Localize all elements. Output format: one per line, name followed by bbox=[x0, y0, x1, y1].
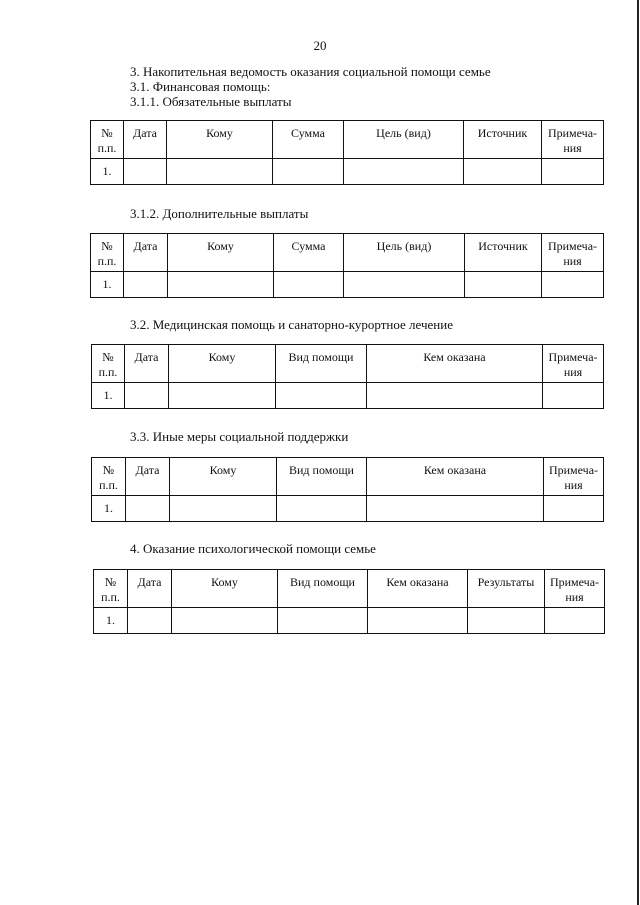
table-row bbox=[94, 608, 605, 634]
table-mandatory-payments bbox=[90, 120, 604, 185]
section-heading-4: 4. Оказание психологической помощи семье bbox=[130, 541, 376, 556]
column-header: № п.п. bbox=[92, 345, 125, 383]
section-heading-3-3: 3.3. Иные меры социальной поддержки bbox=[130, 429, 349, 444]
column-header: Вид помощи bbox=[276, 345, 367, 383]
column-header: Примеча- ния bbox=[544, 458, 604, 496]
page-number: 20 bbox=[313, 38, 327, 53]
column-header: Кому bbox=[168, 234, 274, 272]
column-header: № п.п. bbox=[91, 121, 124, 159]
blank-entry-cell bbox=[344, 159, 464, 185]
column-header: Кому bbox=[170, 458, 277, 496]
blank-entry-cell bbox=[124, 272, 168, 298]
table-medical-assistance bbox=[91, 344, 604, 409]
table-header-row bbox=[91, 121, 604, 159]
scan-edge-line bbox=[637, 0, 639, 905]
blank-entry-cell bbox=[124, 159, 167, 185]
column-header: № п.п. bbox=[94, 570, 128, 608]
table-psychological-help bbox=[93, 569, 605, 634]
column-header: Кому bbox=[172, 570, 278, 608]
column-header: № п.п. bbox=[91, 234, 124, 272]
column-header: Примеча- ния bbox=[545, 570, 605, 608]
blank-entry-cell bbox=[128, 608, 172, 634]
column-header: Цель (вид) bbox=[344, 121, 464, 159]
blank-entry-cell bbox=[368, 608, 468, 634]
blank-entry-cell bbox=[168, 272, 274, 298]
table-header-row bbox=[91, 234, 604, 272]
blank-entry-cell bbox=[274, 272, 344, 298]
column-header: Кем оказана bbox=[368, 570, 468, 608]
row-number-cell: 1. bbox=[91, 272, 124, 298]
table-additional-payments bbox=[90, 233, 604, 298]
blank-entry-cell bbox=[367, 496, 544, 522]
section-heading-3-1: 3.1. Финансовая помощь: bbox=[130, 79, 271, 94]
blank-entry-cell bbox=[544, 496, 604, 522]
row-number-cell: 1. bbox=[92, 383, 125, 409]
row-number-cell: 1. bbox=[91, 159, 124, 185]
table-header-row bbox=[92, 345, 604, 383]
blank-entry-cell bbox=[170, 496, 277, 522]
blank-entry-cell bbox=[542, 159, 604, 185]
column-header: Примеча- ния bbox=[543, 345, 604, 383]
column-header: Результаты bbox=[468, 570, 545, 608]
column-header: Дата bbox=[128, 570, 172, 608]
table-other-support bbox=[91, 457, 604, 522]
blank-entry-cell bbox=[169, 383, 276, 409]
blank-entry-cell bbox=[276, 383, 367, 409]
column-header: Сумма bbox=[273, 121, 344, 159]
blank-entry-cell bbox=[543, 383, 604, 409]
column-header: Кому bbox=[167, 121, 273, 159]
blank-entry-cell bbox=[273, 159, 344, 185]
table-header-row bbox=[94, 570, 605, 608]
section-heading-3: 3. Накопительная ведомость оказания социальной помощи семье bbox=[130, 64, 491, 79]
column-header: Цель (вид) bbox=[344, 234, 465, 272]
column-header: Примеча- ния bbox=[542, 121, 604, 159]
blank-entry-cell bbox=[465, 272, 542, 298]
column-header: Вид помощи bbox=[278, 570, 368, 608]
section-heading-3-1-2: 3.1.2. Дополнительные выплаты bbox=[130, 206, 309, 221]
column-header: Кем оказана bbox=[367, 458, 544, 496]
column-header: Примеча- ния bbox=[542, 234, 604, 272]
column-header: Сумма bbox=[274, 234, 344, 272]
table-row bbox=[92, 383, 604, 409]
column-header: Дата bbox=[126, 458, 170, 496]
row-number-cell: 1. bbox=[92, 496, 126, 522]
column-header: Дата bbox=[124, 234, 168, 272]
column-header: Кем оказана bbox=[367, 345, 543, 383]
blank-entry-cell bbox=[468, 608, 545, 634]
blank-entry-cell bbox=[367, 383, 543, 409]
section-heading-3-1-1: 3.1.1. Обязательные выплаты bbox=[130, 94, 292, 109]
column-header: Источник bbox=[464, 121, 542, 159]
blank-entry-cell bbox=[542, 272, 604, 298]
blank-entry-cell bbox=[172, 608, 278, 634]
column-header: Кому bbox=[169, 345, 276, 383]
blank-entry-cell bbox=[126, 496, 170, 522]
column-header: Дата bbox=[124, 121, 167, 159]
column-header: № п.п. bbox=[92, 458, 126, 496]
blank-entry-cell bbox=[278, 608, 368, 634]
column-header: Дата bbox=[125, 345, 169, 383]
blank-entry-cell bbox=[344, 272, 465, 298]
blank-entry-cell bbox=[277, 496, 367, 522]
blank-entry-cell bbox=[167, 159, 273, 185]
row-number-cell: 1. bbox=[94, 608, 128, 634]
table-header-row bbox=[92, 458, 604, 496]
table-row bbox=[92, 496, 604, 522]
blank-entry-cell bbox=[464, 159, 542, 185]
column-header: Источник bbox=[465, 234, 542, 272]
table-row bbox=[91, 159, 604, 185]
column-header: Вид помощи bbox=[277, 458, 367, 496]
section-heading-3-2: 3.2. Медицинская помощь и санаторно-курортное лечение bbox=[130, 317, 453, 332]
blank-entry-cell bbox=[545, 608, 605, 634]
blank-entry-cell bbox=[125, 383, 169, 409]
table-row bbox=[91, 272, 604, 298]
